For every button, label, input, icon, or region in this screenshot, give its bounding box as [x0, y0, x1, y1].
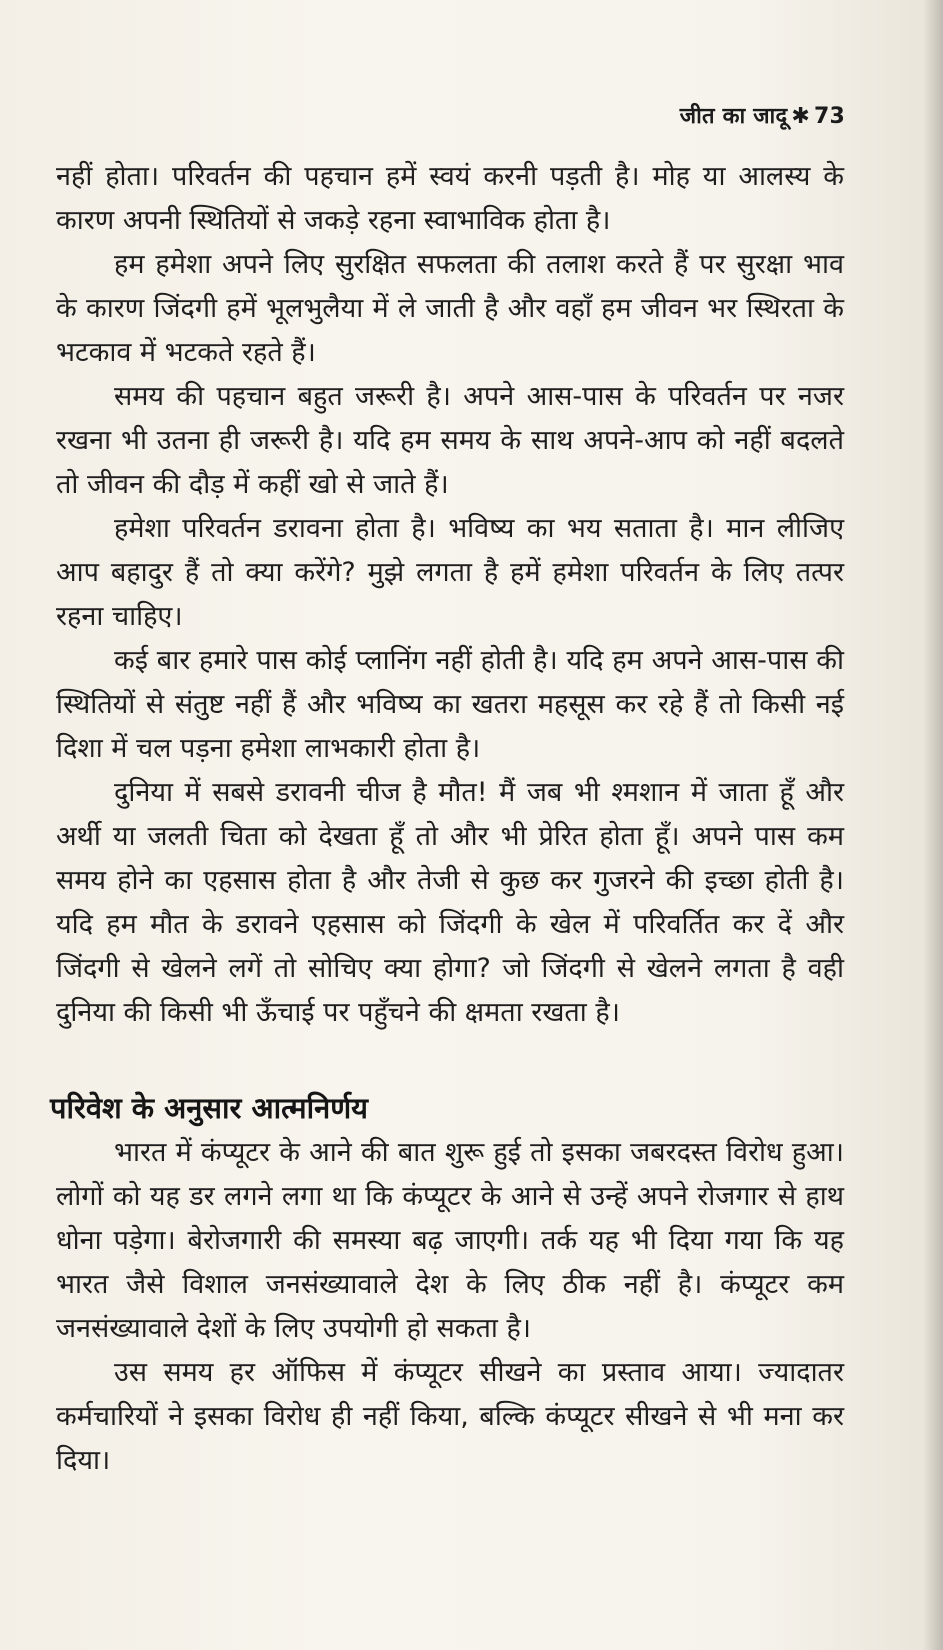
paragraph: नहीं होता। परिवर्तन की पहचान हमें स्वयं करनी पड़ती है। मोह या आलस्य के कारण अपनी स्थितियों से जकड़े रहना स्वाभाविक होता है। [56, 161, 844, 236]
paragraph: कई बार हमारे पास कोई प्लानिंग नहीं होती है। यदि हम अपने आस-पास की स्थितियों से संतुष्ट नहीं हैं और भविष्य का खतरा महसूस कर रहे हैं तो किसी नई दिशा में चल पड़ना हमेशा लाभकारी होता है। [56, 645, 844, 764]
paragraph: समय की पहचान बहुत जरूरी है। अपने आस-पास के परिवर्तन पर नजर रखना भी उतना ही जरूरी है। यदि हम समय के साथ अपने-आप को नहीं बदलते तो जीवन की दौड़ में कहीं खो से जाते हैं। [56, 381, 844, 500]
page-body [50, 155, 844, 1483]
running-head [680, 100, 845, 130]
page-number: 73 [813, 104, 845, 129]
running-title: जीत का जादू [679, 104, 788, 129]
section-heading: परिवेश के अनुसार आत्मनिर्णय [50, 1091, 368, 1125]
paragraph: उस समय हर ऑफिस में कंप्यूटर सीखने का प्रस्ताव आया। ज्यादातर कर्मचारियों ने इसका विरोध ही नहीं किया, बल्कि कंप्यूटर सीखने से भी मना कर दिया। [56, 1357, 844, 1476]
paragraph: दुनिया में सबसे डरावनी चीज है मौत! मैं जब भी श्मशान में जाता हूँ और अर्थी या जलती चिता को देखता हूँ तो और भी प्रेरित होता हूँ। अपने पास कम समय होने का एहसास होता है और तेजी से कुछ कर गुजरने की इच्छा होती है। यदि हम मौत के डरावने एहसास को जिंदगी के खेल में परिवर्तित कर दें और जिंदगी से खेलने लगें तो सोचिए क्या होगा? जो जिंदगी से खेलने लगता है वही दुनिया की किसी भी ऊँचाई पर पहुँचने की क्षमता रखता है। [56, 777, 844, 1028]
asterisk-icon: ✱ [791, 104, 810, 129]
paragraph: हम हमेशा अपने लिए सुरक्षित सफलता की तलाश करते हैं पर सुरक्षा भाव के कारण जिंदगी हमें भूलभुलैया में ले जाती है और वहाँ हम जीवन भर स्थिरता के भटकाव में भटकते रहते हैं। [56, 249, 844, 368]
paragraph: भारत में कंप्यूटर के आने की बात शुरू हुई तो इसका जबरदस्त विरोध हुआ। लोगों को यह डर लगने लगा था कि कंप्यूटर के आने से उन्हें अपने रोजगार से हाथ धोना पड़ेगा। बेरोजगारी की समस्या बढ़ जाएगी। तर्क यह भी दिया गया कि यह भारत जैसे विशाल जनसंख्यावाले देश के लिए ठीक नहीं है। कंप्यूटर कम जनसंख्यावाले देशों के लिए उपयोगी हो सकता है। [56, 1137, 844, 1344]
paragraph: हमेशा परिवर्तन डरावना होता है। भविष्य का भय सताता है। मान लीजिए आप बहादुर हैं तो क्या करेंगे? मुझे लगता है हमें हमेशा परिवर्तन के लिए तत्पर रहना चाहिए। [56, 513, 844, 632]
